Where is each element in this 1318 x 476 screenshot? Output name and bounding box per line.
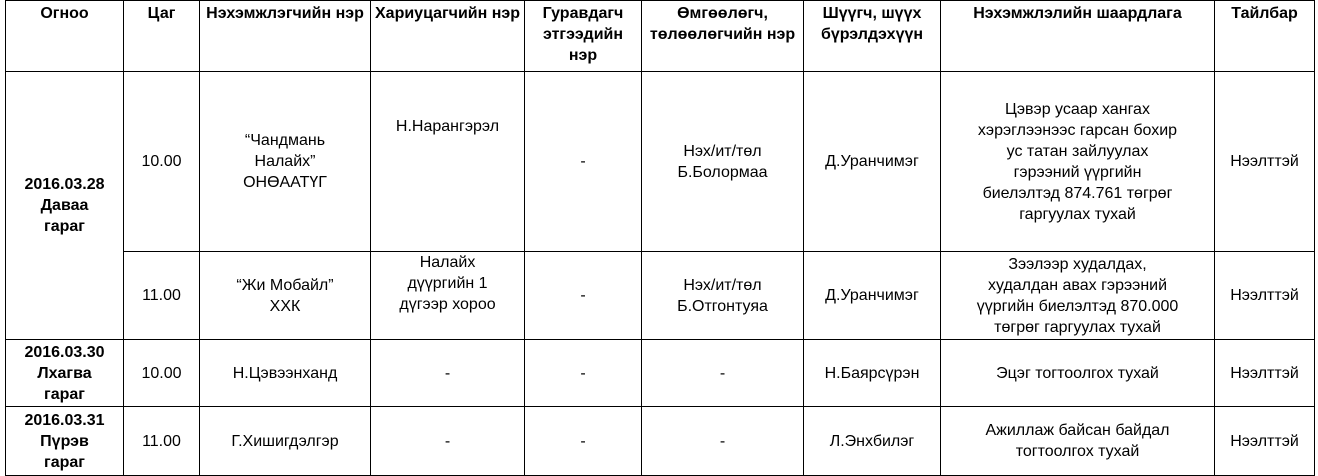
advocate-line: Б.Отгонтуяа xyxy=(677,297,768,315)
judge-cell: Д.Уранчимэг xyxy=(804,72,941,252)
claim-line: худалдан авах гэрээний xyxy=(987,276,1168,294)
header-plaintiff: Нэхэмжлэгчийн нэр xyxy=(200,1,371,72)
plaintiff-line: ХХК xyxy=(269,297,301,315)
defendant-line: дүгээр хороо xyxy=(399,296,496,313)
plaintiff-cell xyxy=(200,252,371,340)
claim-line: тогтоолгох тухай xyxy=(1015,443,1140,460)
plaintiff-line: ОНӨААТҮГ xyxy=(243,174,327,191)
header-judge: Шүүгч, шүүх бүрэлдэхүүн xyxy=(804,1,941,72)
defendant-cell: - xyxy=(371,407,525,476)
header-advocate: Өмгөөлөгч, төлөөлөгчийн нэр xyxy=(642,1,804,72)
table-row xyxy=(6,72,1315,252)
claim-cell xyxy=(941,72,1215,252)
time-cell: 11.00 xyxy=(124,407,200,476)
third-party-cell: - xyxy=(525,252,642,340)
advocate-cell xyxy=(642,72,804,252)
judge-cell: Л.Энхбилэг xyxy=(804,407,941,476)
plaintiff-cell xyxy=(200,72,371,252)
judge-cell: Н.Баярсүрэн xyxy=(804,340,941,407)
advocate-line: Нэх/ит/төл xyxy=(683,142,762,160)
date-cell xyxy=(6,72,124,340)
header-defendant: Хариуцагчийн нэр xyxy=(371,1,525,72)
advocate-line: Нэх/ит/төл xyxy=(683,276,762,294)
header-time: Цаг xyxy=(124,1,200,72)
weekday-suffix: гараг xyxy=(44,385,85,403)
claim-line: Ажиллаж байсан байдал xyxy=(985,422,1170,439)
plaintiff-line: “Жи Мобайл” xyxy=(236,276,334,294)
note-cell: Нээлттэй xyxy=(1215,252,1315,340)
table-body xyxy=(6,72,1315,476)
claim-line: гаргуулах тухай xyxy=(1019,205,1136,223)
claim-line: биелэлтэд 874.761 төгрөг xyxy=(982,184,1173,202)
claim-line: ус татан зайлуулах xyxy=(1006,142,1149,160)
table-row xyxy=(6,407,1315,476)
claim-line: Зээлээр худалдах, xyxy=(1008,255,1147,273)
advocate-cell: - xyxy=(642,340,804,407)
header-claim: Нэхэмжлэлийн шаардлага xyxy=(941,1,1215,72)
note-cell: Нээлттэй xyxy=(1215,72,1315,252)
plaintiff-line: Налайх” xyxy=(254,153,316,170)
date-value: 2016.03.31 xyxy=(24,411,105,429)
defendant-cell: Н.Нарангэрэл xyxy=(371,72,525,252)
claim-line: хэрэглээнээс гарсан бохир xyxy=(977,121,1178,139)
third-party-cell: - xyxy=(525,72,642,252)
plaintiff-line: “Чандмань xyxy=(244,132,326,149)
defendant-cell xyxy=(371,252,525,340)
table-row xyxy=(6,252,1315,340)
header-row xyxy=(6,1,1315,72)
weekday: Пүрэв xyxy=(40,432,89,450)
weekday-suffix: гараг xyxy=(44,453,85,471)
header-note: Тайлбар xyxy=(1215,1,1315,72)
court-schedule-table xyxy=(5,0,1315,476)
weekday: Даваа xyxy=(40,197,89,214)
claim-line: үүргийн биелэлтэд 870.000 xyxy=(976,297,1179,315)
claim-line: төгрөг гаргуулах тухай xyxy=(994,318,1161,336)
note-cell: Нээлттэй xyxy=(1215,407,1315,476)
weekday-suffix: гараг xyxy=(44,218,85,235)
claim-line: гэрээний үүргийн xyxy=(1013,163,1142,181)
advocate-cell: - xyxy=(642,407,804,476)
weekday: Лхагва xyxy=(37,364,92,382)
table-header xyxy=(6,1,1315,72)
date-value: 2016.03.30 xyxy=(24,343,105,361)
claim-cell xyxy=(941,407,1215,476)
judge-cell: Д.Уранчимэг xyxy=(804,252,941,340)
date-value: 2016.03.28 xyxy=(24,176,105,193)
third-party-cell: - xyxy=(525,340,642,407)
time-cell: 11.00 xyxy=(124,252,200,340)
advocate-cell xyxy=(642,252,804,340)
note-cell: Нээлттэй xyxy=(1215,340,1315,407)
date-cell xyxy=(6,340,124,407)
defendant-line: дүүргийн 1 xyxy=(407,275,488,292)
claim-cell: Эцэг тогтоолгох тухай xyxy=(941,340,1215,407)
claim-line: Цэвэр усаар хангах xyxy=(1005,100,1150,118)
advocate-line: Б.Болормаа xyxy=(677,163,768,181)
time-cell: 10.00 xyxy=(124,72,200,252)
header-date: Огноо xyxy=(6,1,124,72)
plaintiff-cell: Н.Цэвээнханд xyxy=(200,340,371,407)
header-third-party: Гуравдагч этгээдийн нэр xyxy=(525,1,642,72)
defendant-line: Налайх xyxy=(419,254,476,271)
defendant-cell: - xyxy=(371,340,525,407)
third-party-cell: - xyxy=(525,407,642,476)
date-cell xyxy=(6,407,124,476)
plaintiff-cell: Г.Хишигдэлгэр xyxy=(200,407,371,476)
claim-cell xyxy=(941,252,1215,340)
time-cell: 10.00 xyxy=(124,340,200,407)
table-row xyxy=(6,340,1315,407)
